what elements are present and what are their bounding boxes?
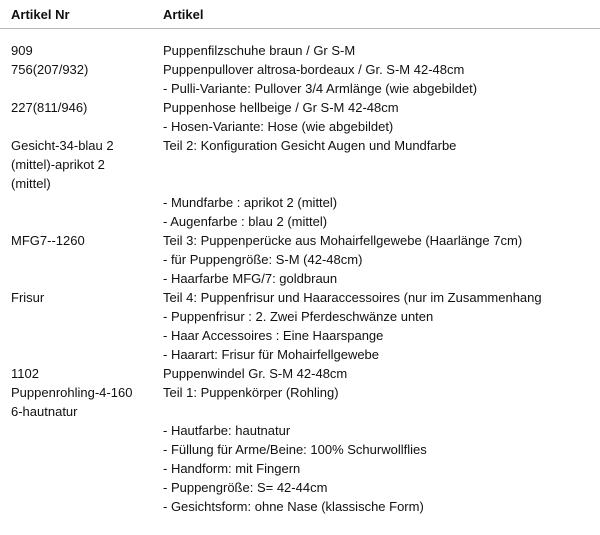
table-row <box>0 98 600 117</box>
article-number-cell: 227(811/946) <box>11 100 88 115</box>
article-number-cell <box>0 269 152 288</box>
table-row <box>0 307 600 326</box>
table-row <box>0 421 600 440</box>
article-description-cell: - Hautfarbe: hautnatur <box>163 423 291 438</box>
article-number-cell <box>0 326 152 345</box>
article-description-cell: Teil 3: Puppenperücke aus Mohairfellgewebe (Haarlänge 7cm) <box>163 233 523 248</box>
article-number-cell: 756(207/932) <box>11 62 89 77</box>
table-row <box>0 345 600 364</box>
table-row <box>0 478 600 497</box>
article-description-cell: - Puppenfrisur : 2. Zwei Pferdeschwänze unten <box>163 309 434 324</box>
article-description-cell: Puppenfilzschuhe braun / Gr S-M <box>163 43 356 58</box>
table-row <box>0 459 600 478</box>
article-number-cell <box>0 497 152 516</box>
article-description-cell: Puppenwindel Gr. S-M 42-48cm <box>163 366 348 381</box>
article-description-cell: Puppenpullover altrosa-bordeaux / Gr. S-M 42-48cm <box>163 62 465 77</box>
article-number-cell <box>0 345 152 364</box>
article-number-cell <box>0 79 152 98</box>
article-number-cell <box>0 307 152 326</box>
article-table-body <box>0 41 600 516</box>
table-row <box>0 364 600 383</box>
table-row <box>0 41 600 60</box>
header-divider <box>0 28 600 29</box>
article-number-cell <box>0 250 152 269</box>
article-number-cell <box>0 117 152 136</box>
article-number-cell <box>0 459 152 478</box>
table-row <box>0 117 600 136</box>
article-number-cell: Frisur <box>11 290 45 305</box>
table-row <box>0 212 600 231</box>
article-number-cell: MFG7--1260 <box>11 233 85 248</box>
article-number-cell: Gesicht-34-blau 2 (mittel)-aprikot 2 (mittel) <box>11 138 114 191</box>
table-row <box>0 60 600 79</box>
table-row <box>0 326 600 345</box>
table-row <box>0 250 600 269</box>
article-description-cell: - Haarfarbe MFG/7: goldbraun <box>163 271 338 286</box>
article-description-cell: - Haar Accessoires : Eine Haarspange <box>163 328 384 343</box>
table-row <box>0 383 600 421</box>
article-number-cell <box>0 440 152 459</box>
table-row <box>0 193 600 212</box>
article-description-cell: Teil 1: Puppenkörper (Rohling) <box>163 385 339 400</box>
article-number-cell <box>0 212 152 231</box>
table-row <box>0 269 600 288</box>
table-row <box>0 231 600 250</box>
header-article: Artikel <box>163 7 204 22</box>
article-description-cell: - Hosen-Variante: Hose (wie abgebildet) <box>163 119 394 134</box>
header-article-number: Artikel Nr <box>11 7 70 22</box>
table-row <box>0 440 600 459</box>
table-row <box>0 497 600 516</box>
article-description-cell: Puppenhose hellbeige / Gr S-M 42-48cm <box>163 100 399 115</box>
article-description-cell: Teil 2: Konfiguration Gesicht Augen und Mundfarbe <box>163 138 457 153</box>
article-description-cell: - Mundfarbe : aprikot 2 (mittel) <box>163 195 338 210</box>
article-description-cell: - Haarart: Frisur für Mohairfellgewebe <box>163 347 380 362</box>
article-description-cell: Teil 4: Puppenfrisur und Haaraccessoires (nur im Zusammenhang <box>163 290 542 305</box>
article-description-cell: - für Puppengröße: S-M (42-48cm) <box>163 252 363 267</box>
table-header <box>0 0 600 30</box>
article-description-cell: - Puppengröße: S= 42-44cm <box>163 480 328 495</box>
table-row <box>0 288 600 307</box>
article-number-cell: 1102 <box>11 366 39 381</box>
article-number-cell <box>0 421 152 440</box>
article-description-cell: - Pulli-Variante: Pullover 3/4 Armlänge (wie abgebildet) <box>163 81 478 96</box>
article-description-cell: - Augenfarbe : blau 2 (mittel) <box>163 214 328 229</box>
article-number-cell <box>0 478 152 497</box>
article-number-cell: Puppenrohling-4-160 6-hautnatur <box>11 385 133 419</box>
table-row <box>0 79 600 98</box>
article-description-cell: - Handform: mit Fingern <box>163 461 301 476</box>
table-row <box>0 136 600 193</box>
article-description-cell: - Füllung für Arme/Beine: 100% Schurwollflies <box>163 442 427 457</box>
article-number-cell <box>0 193 152 212</box>
article-description-cell: - Gesichtsform: ohne Nase (klassische Form) <box>163 499 424 514</box>
article-number-cell: 909 <box>11 43 33 58</box>
